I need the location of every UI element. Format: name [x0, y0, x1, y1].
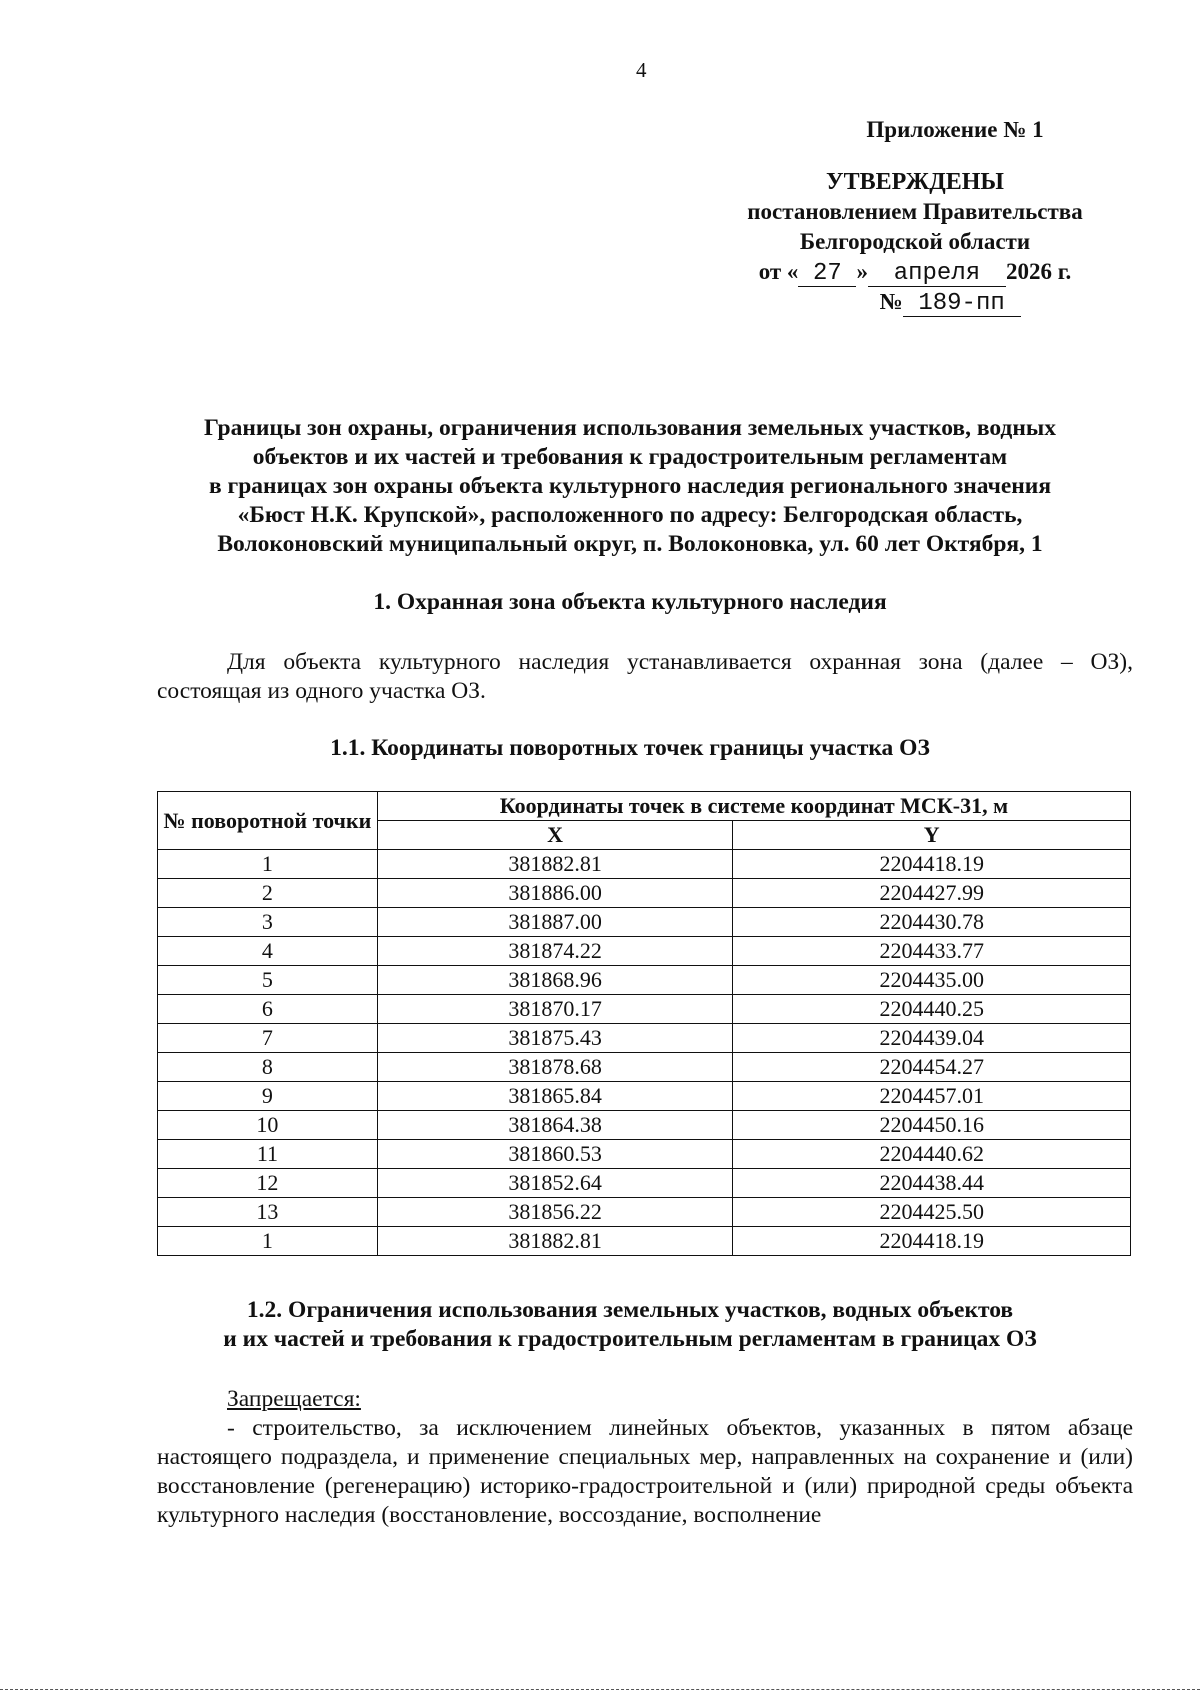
coord-y: 2204454.27	[733, 1053, 1131, 1082]
section-1-2-text: - строительство, за исключением линейных объектов, указанных в пятом абзаце настоящего подраздела, и применение специальных мер, направленных на сохранение и (или) восстановление (регенерацию) историко-градостроительной и (или) природной среды объекта культурного наследия (восстановление, воссоздание, восполнение	[157, 1415, 1133, 1528]
coord-y: 2204430.78	[733, 908, 1131, 937]
section-1-text: Для объекта культурного наследия устанавливается охранная зона (далее – ОЗ), состоящая из одного участка ОЗ.	[157, 649, 1133, 704]
coord-x: 381874.22	[377, 937, 733, 966]
section-1-2-body	[157, 1385, 1133, 1530]
column-header-coords: Координаты точек в системе координат МСК-31, м	[377, 792, 1130, 821]
point-number: 13	[158, 1198, 378, 1227]
section-1-1-heading: 1.1. Координаты поворотных точек границы участка ОЗ	[330, 735, 930, 761]
approval-date	[700, 257, 1130, 287]
coord-x: 381870.17	[377, 995, 733, 1024]
document-title	[130, 414, 1130, 559]
table-row	[158, 1140, 1131, 1169]
table-row	[158, 1198, 1131, 1227]
appendix-label: Приложение № 1	[866, 117, 1044, 142]
resolution-number: 189-пп	[903, 292, 1021, 317]
title-line: Границы зон охраны, ограничения использования земельных участков, водных	[204, 415, 1056, 441]
coord-x: 381886.00	[377, 879, 733, 908]
table-row	[158, 937, 1131, 966]
table-row	[158, 966, 1131, 995]
coord-y: 2204435.00	[733, 966, 1131, 995]
approved-label: УТВЕРЖДЕНЫ	[826, 169, 1004, 195]
point-number: 1	[158, 1227, 378, 1256]
table-row	[158, 1053, 1131, 1082]
point-number: 10	[158, 1111, 378, 1140]
coord-y: 2204439.04	[733, 1024, 1131, 1053]
table-row	[158, 1024, 1131, 1053]
title-line: объектов и их частей и требования к градостроительным регламентам	[252, 444, 1008, 470]
column-header-y: Y	[733, 821, 1131, 850]
point-number: 4	[158, 937, 378, 966]
coord-x: 381860.53	[377, 1140, 733, 1169]
point-number: 9	[158, 1082, 378, 1111]
coord-y: 2204418.19	[733, 1227, 1131, 1256]
coord-x: 381875.43	[377, 1024, 733, 1053]
title-line: в границах зон охраны объекта культурного наследия регионального значения	[208, 473, 1052, 499]
section-1-2-heading	[130, 1296, 1130, 1354]
coord-x: 381864.38	[377, 1111, 733, 1140]
coord-y: 2204438.44	[733, 1169, 1131, 1198]
section-1-2-heading-line: 1.2. Ограничения использования земельных участков, водных объектов	[246, 1297, 1014, 1323]
point-number: 6	[158, 995, 378, 1024]
column-header-x: X	[377, 821, 733, 850]
scan-edge-line	[0, 1689, 1200, 1690]
approval-line-1: постановлением Правительства	[747, 199, 1083, 224]
column-header-point: № поворотной точки	[158, 792, 378, 850]
point-number: 5	[158, 966, 378, 995]
date-day: 27	[798, 262, 856, 287]
point-number: 11	[158, 1140, 378, 1169]
coord-y: 2204450.16	[733, 1111, 1131, 1140]
approval-line-2: Белгородской области	[799, 229, 1031, 254]
table-row	[158, 879, 1131, 908]
point-number: 1	[158, 850, 378, 879]
table-row	[158, 1111, 1131, 1140]
date-year: 2026 г.	[1005, 259, 1072, 284]
coord-y: 2204457.01	[733, 1082, 1131, 1111]
approval-block	[700, 115, 1130, 317]
coord-y: 2204433.77	[733, 937, 1131, 966]
coord-x: 381868.96	[377, 966, 733, 995]
table-row	[158, 1082, 1131, 1111]
coord-x: 381882.81	[377, 1227, 733, 1256]
date-mid: »	[856, 259, 868, 284]
table-row	[158, 995, 1131, 1024]
date-month: апреля	[868, 262, 1006, 287]
table-row	[158, 850, 1131, 879]
coord-x: 381865.84	[377, 1082, 733, 1111]
point-number: 2	[158, 879, 378, 908]
point-number: 3	[158, 908, 378, 937]
prohibited-label: Запрещается:	[227, 1386, 361, 1412]
coord-y: 2204425.50	[733, 1198, 1131, 1227]
point-number: 12	[158, 1169, 378, 1198]
coordinates-table	[157, 791, 1131, 1256]
coord-x: 381887.00	[377, 908, 733, 937]
coord-x: 381856.22	[377, 1198, 733, 1227]
coord-x: 381852.64	[377, 1169, 733, 1198]
title-line: Волоконовский муниципальный округ, п. Волоконовка, ул. 60 лет Октября, 1	[217, 531, 1043, 557]
coord-y: 2204440.62	[733, 1140, 1131, 1169]
coord-y: 2204440.25	[733, 995, 1131, 1024]
point-number: 8	[158, 1053, 378, 1082]
point-number: 7	[158, 1024, 378, 1053]
section-1-2-heading-line: и их частей и требования к градостроительным регламентам в границах ОЗ	[223, 1326, 1037, 1352]
table-row	[158, 1227, 1131, 1256]
coord-x: 381882.81	[377, 850, 733, 879]
date-prefix: от «	[758, 259, 799, 284]
coord-y: 2204427.99	[733, 879, 1131, 908]
table-row	[158, 908, 1131, 937]
approval-number	[770, 287, 1130, 317]
page-number: 4	[636, 58, 647, 82]
title-line: «Бюст Н.К. Крупской», расположенного по адресу: Белгородская область,	[237, 502, 1023, 528]
section-1-heading: 1. Охранная зона объекта культурного наследия	[373, 589, 887, 615]
coord-x: 381878.68	[377, 1053, 733, 1082]
number-prefix: №	[879, 289, 903, 314]
table-row	[158, 1169, 1131, 1198]
coord-y: 2204418.19	[733, 850, 1131, 879]
